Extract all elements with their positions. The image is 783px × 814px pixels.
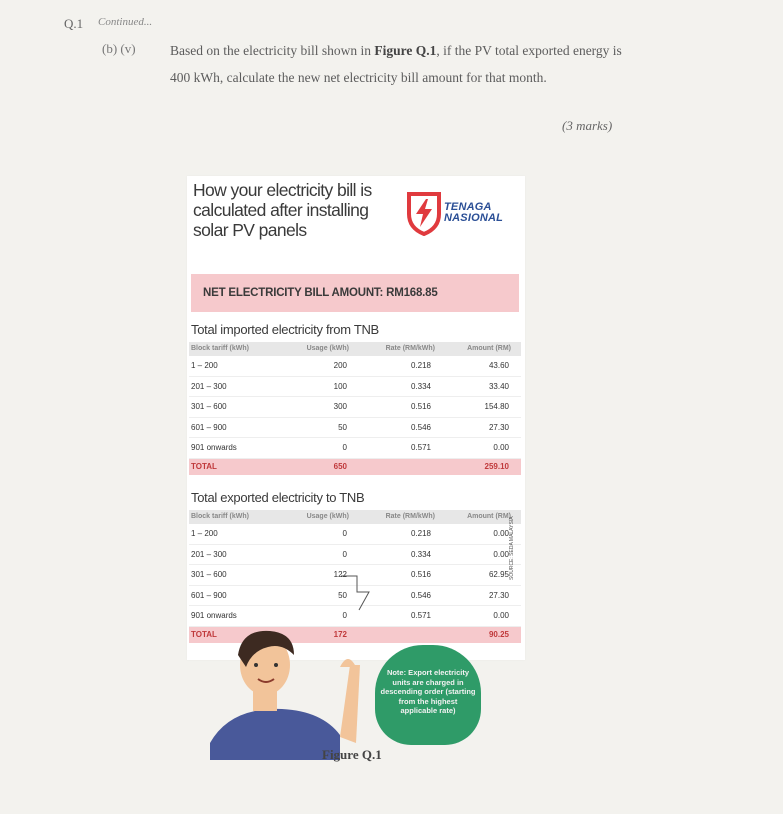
column-header: Block tariff (kWh) <box>191 513 249 520</box>
tnb-logo-text: TENAGA NASIONAL <box>444 201 504 224</box>
exported-title: Total exported electricity to TNB <box>191 490 365 505</box>
table-cell: 301 – 600 <box>191 402 227 411</box>
total-row <box>189 459 521 475</box>
question-number: Q.1 <box>64 16 84 31</box>
imported-table <box>189 342 521 475</box>
table-cell: 0.571 <box>410 443 431 452</box>
bracket-connector-icon <box>337 570 377 618</box>
table-cell: 154.80 <box>484 402 509 411</box>
column-header: Usage (kWh) <box>306 513 349 520</box>
total-cell: 650 <box>333 461 347 471</box>
table-row <box>189 397 521 418</box>
table-cell: 0.00 <box>493 443 509 452</box>
table-row <box>189 524 521 545</box>
table-cell: 0 <box>342 443 347 452</box>
table-cell: 122 <box>333 570 347 579</box>
table-cell: 27.30 <box>488 422 509 432</box>
total-cell: TOTAL <box>191 629 217 639</box>
table-cell: 62.95 <box>488 570 509 579</box>
note-text: Note: Export electricity units are charged in descending order (starting from the highest applicable rate) <box>380 668 476 715</box>
table-cell: 0 <box>342 529 347 538</box>
column-header: Usage (kWh) <box>306 345 349 352</box>
table-cell: 43.60 <box>488 361 509 370</box>
table-cell: 300 <box>333 402 347 411</box>
table-cell: 201 – 300 <box>191 549 227 559</box>
table-cell: 1 – 200 <box>191 361 218 370</box>
table-row <box>189 438 521 459</box>
total-cell: 90.25 <box>488 629 509 639</box>
table-cell: 50 <box>338 422 347 432</box>
table-cell: 0.334 <box>410 549 431 559</box>
table-cell: 0.546 <box>410 422 431 432</box>
table-cell: 50 <box>338 590 347 600</box>
table-cell: 901 onwards <box>191 611 237 620</box>
table-cell: 0.218 <box>410 529 431 538</box>
continued-label: Continued... <box>98 16 153 28</box>
person-pointing-illustration <box>190 625 360 760</box>
column-header: Amount (RM) <box>467 513 511 520</box>
table-cell: 901 onwards <box>191 443 237 452</box>
column-header: Block tariff (kWh) <box>191 345 249 352</box>
total-cell: 259.10 <box>484 461 509 471</box>
table-cell: 0.00 <box>493 529 509 538</box>
table-cell: 1 – 200 <box>191 529 218 538</box>
table-cell: 0.571 <box>410 611 431 620</box>
table-header <box>189 510 521 524</box>
table-row <box>189 545 521 566</box>
column-header: Rate (RM/kWh) <box>385 345 435 352</box>
table-cell: 0.00 <box>493 549 509 559</box>
column-header: Amount (RM) <box>467 345 511 352</box>
marks-label: (3 marks) <box>562 118 613 133</box>
source-label: SOURCE: SEDA MALAYSIA <box>509 516 515 580</box>
table-cell: 0.334 <box>410 381 431 391</box>
table-cell: 601 – 900 <box>191 422 227 432</box>
table-cell: 601 – 900 <box>191 590 227 600</box>
table-cell: 0 <box>342 611 347 620</box>
total-cell: TOTAL <box>191 461 217 471</box>
table-row <box>189 377 521 398</box>
table-cell: 0 <box>342 549 347 559</box>
table-cell: 201 – 300 <box>191 381 227 391</box>
table-cell: 0.516 <box>410 570 431 579</box>
total-cell: 172 <box>333 629 347 639</box>
table-cell: 100 <box>333 381 347 391</box>
table-cell: 301 – 600 <box>191 570 227 579</box>
table-cell: 0.00 <box>493 611 509 620</box>
table-cell: 27.30 <box>488 590 509 600</box>
table-cell: 0.218 <box>410 361 431 370</box>
table-cell: 33.40 <box>488 381 509 391</box>
table-cell: 200 <box>333 361 347 370</box>
figure-reference: Figure Q.1 <box>374 43 437 58</box>
figure-caption: Figure Q.1 <box>322 747 382 762</box>
bill-infographic <box>187 176 525 660</box>
sub-question-label: (b) (v) <box>102 41 136 56</box>
table-header <box>189 342 521 356</box>
table-row <box>189 356 521 377</box>
question-text: Based on the electricity bill shown in Figure Q.1, if the PV total exported energy is 400 kWh, calculate the new net electricity bill amount for that month. <box>170 43 622 85</box>
table-cell: 0.516 <box>410 402 431 411</box>
table-cell: 0.546 <box>410 590 431 600</box>
table-row <box>189 418 521 439</box>
net-bill-amount: NET ELECTRICITY BILL AMOUNT: RM168.85 <box>191 274 519 312</box>
column-header: Rate (RM/kWh) <box>385 513 435 520</box>
infographic-title: How your electricity bill is calculated after installing solar PV panels <box>193 180 372 240</box>
imported-title: Total imported electricity from TNB <box>191 322 379 337</box>
